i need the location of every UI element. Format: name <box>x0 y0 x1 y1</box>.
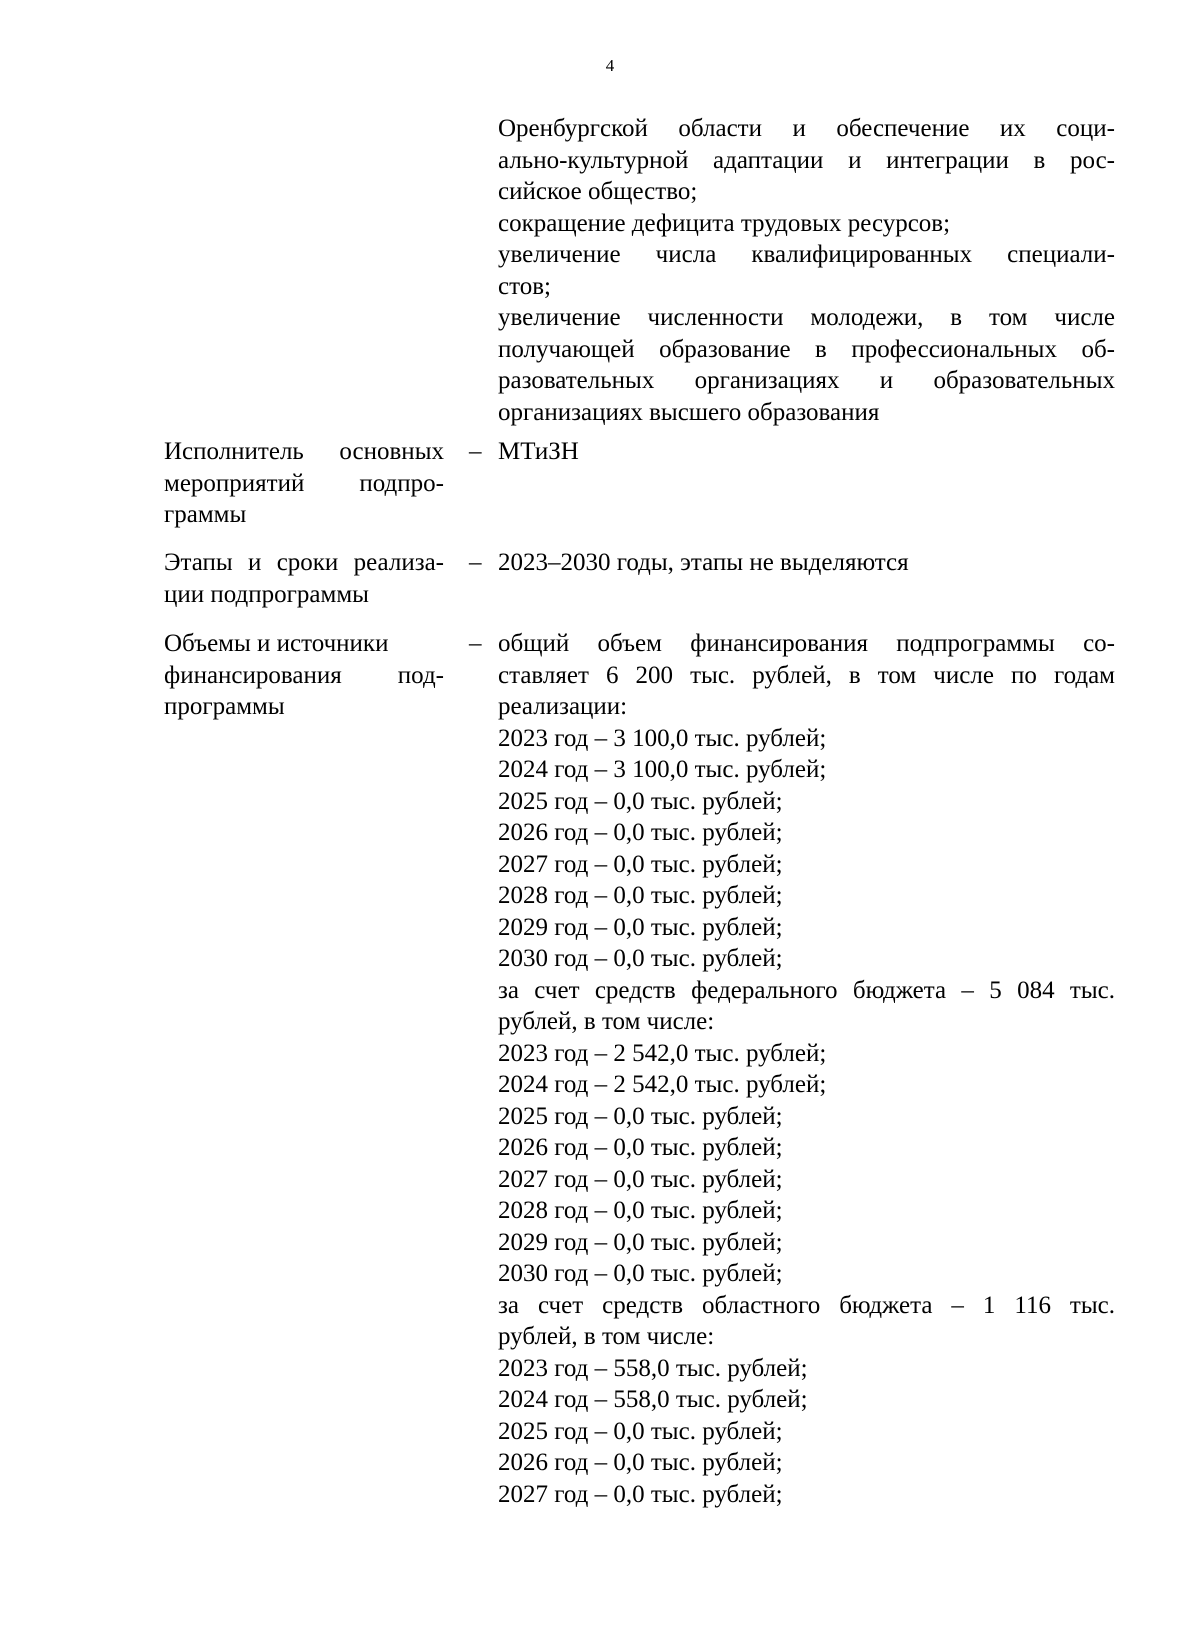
total-year-item: 2025 год – 0,0 тыс. рублей; <box>498 787 783 815</box>
federal-budget-line: рублей, в том числе: <box>498 1008 715 1035</box>
expected-results-continuation <box>498 113 1115 428</box>
total-year-item: 2024 год – 3 100,0 тыс. рублей; <box>498 756 827 783</box>
text-line: сокращение дефицита трудовых ресурсов; <box>498 209 951 237</box>
executor-label <box>164 436 444 531</box>
label-line: финансирования под- <box>164 661 444 689</box>
federal-year-item: 2026 год – 0,0 тыс. рублей; <box>498 1134 783 1161</box>
text-line: ально-культурной адаптации и интеграции в рос- <box>498 146 1115 174</box>
financing-intro-line: реализации: <box>498 693 628 720</box>
total-year-item: 2028 год – 0,0 тыс. рублей; <box>498 882 783 909</box>
federal-year-item: 2028 год – 0,0 тыс. рублей; <box>498 1197 783 1224</box>
federal-year-item: 2030 год – 0,0 тыс. рублей; <box>498 1260 783 1287</box>
label-line: Объемы и источники <box>164 630 389 657</box>
federal-year-item: 2023 год – 2 542,0 тыс. рублей; <box>498 1039 827 1067</box>
label-line: Этапы и сроки реализа- <box>164 549 444 576</box>
federal-year-item: 2029 год – 0,0 тыс. рублей; <box>498 1228 783 1256</box>
financing-label <box>164 628 444 723</box>
total-year-item: 2029 год – 0,0 тыс. рублей; <box>498 913 783 941</box>
text-line: увеличение численности молодежи, в том числе <box>498 304 1115 331</box>
stages-dash: – <box>469 549 482 576</box>
financing-value <box>498 628 1115 1510</box>
value-line: МТиЗН <box>498 438 579 465</box>
regional-year-item: 2024 год – 558,0 тыс. рублей; <box>498 1386 808 1413</box>
regional-budget-line: за счет средств областного бюджета – 1 116 тыс. <box>498 1291 1115 1319</box>
regional-year-item: 2025 год – 0,0 тыс. рублей; <box>498 1417 783 1445</box>
financing-intro-line: ставляет 6 200 тыс. рублей, в том числе по годам <box>498 661 1115 689</box>
stages-value <box>498 547 1115 579</box>
label-line: программы <box>164 693 285 720</box>
stages-label <box>164 547 444 610</box>
text-line: Оренбургской области и обеспечение их соци- <box>498 115 1115 142</box>
page-number: 4 <box>605 56 615 75</box>
total-year-item: 2023 год – 3 100,0 тыс. рублей; <box>498 724 827 752</box>
federal-year-item: 2027 год – 0,0 тыс. рублей; <box>498 1165 783 1193</box>
text-line: получающей образование в профессиональных об- <box>498 335 1115 363</box>
federal-year-item: 2024 год – 2 542,0 тыс. рублей; <box>498 1071 827 1098</box>
federal-budget-line: за счет средств федерального бюджета – 5 084 тыс. <box>498 976 1115 1004</box>
label-line: граммы <box>164 501 247 528</box>
total-year-item: 2026 год – 0,0 тыс. рублей; <box>498 819 783 846</box>
text-line: организациях высшего образования <box>498 398 880 426</box>
regional-year-item: 2027 год – 0,0 тыс. рублей; <box>498 1480 783 1508</box>
text-line: сийское общество; <box>498 178 698 205</box>
regional-budget-line: рублей, в том числе: <box>498 1323 715 1350</box>
label-line: Исполнитель основных <box>164 438 444 465</box>
text-line: стов; <box>498 272 551 300</box>
total-year-item: 2027 год – 0,0 тыс. рублей; <box>498 850 783 878</box>
executor-value <box>498 436 1115 468</box>
value-line: 2023–2030 годы, этапы не выделяются <box>498 549 909 576</box>
regional-year-item: 2026 год – 0,0 тыс. рублей; <box>498 1449 783 1476</box>
text-line: увеличение числа квалифицированных специали- <box>498 241 1115 268</box>
label-line: мероприятий подпро- <box>164 469 444 497</box>
federal-year-item: 2025 год – 0,0 тыс. рублей; <box>498 1102 783 1130</box>
financing-intro-line: общий объем финансирования подпрограммы со- <box>498 630 1115 657</box>
label-line: ции подпрограммы <box>164 580 369 608</box>
executor-dash: – <box>469 438 482 465</box>
regional-year-item: 2023 год – 558,0 тыс. рублей; <box>498 1354 808 1382</box>
financing-dash: – <box>469 630 482 657</box>
text-line: разовательных организациях и образовательных <box>498 367 1115 394</box>
total-year-item: 2030 год – 0,0 тыс. рублей; <box>498 945 783 972</box>
